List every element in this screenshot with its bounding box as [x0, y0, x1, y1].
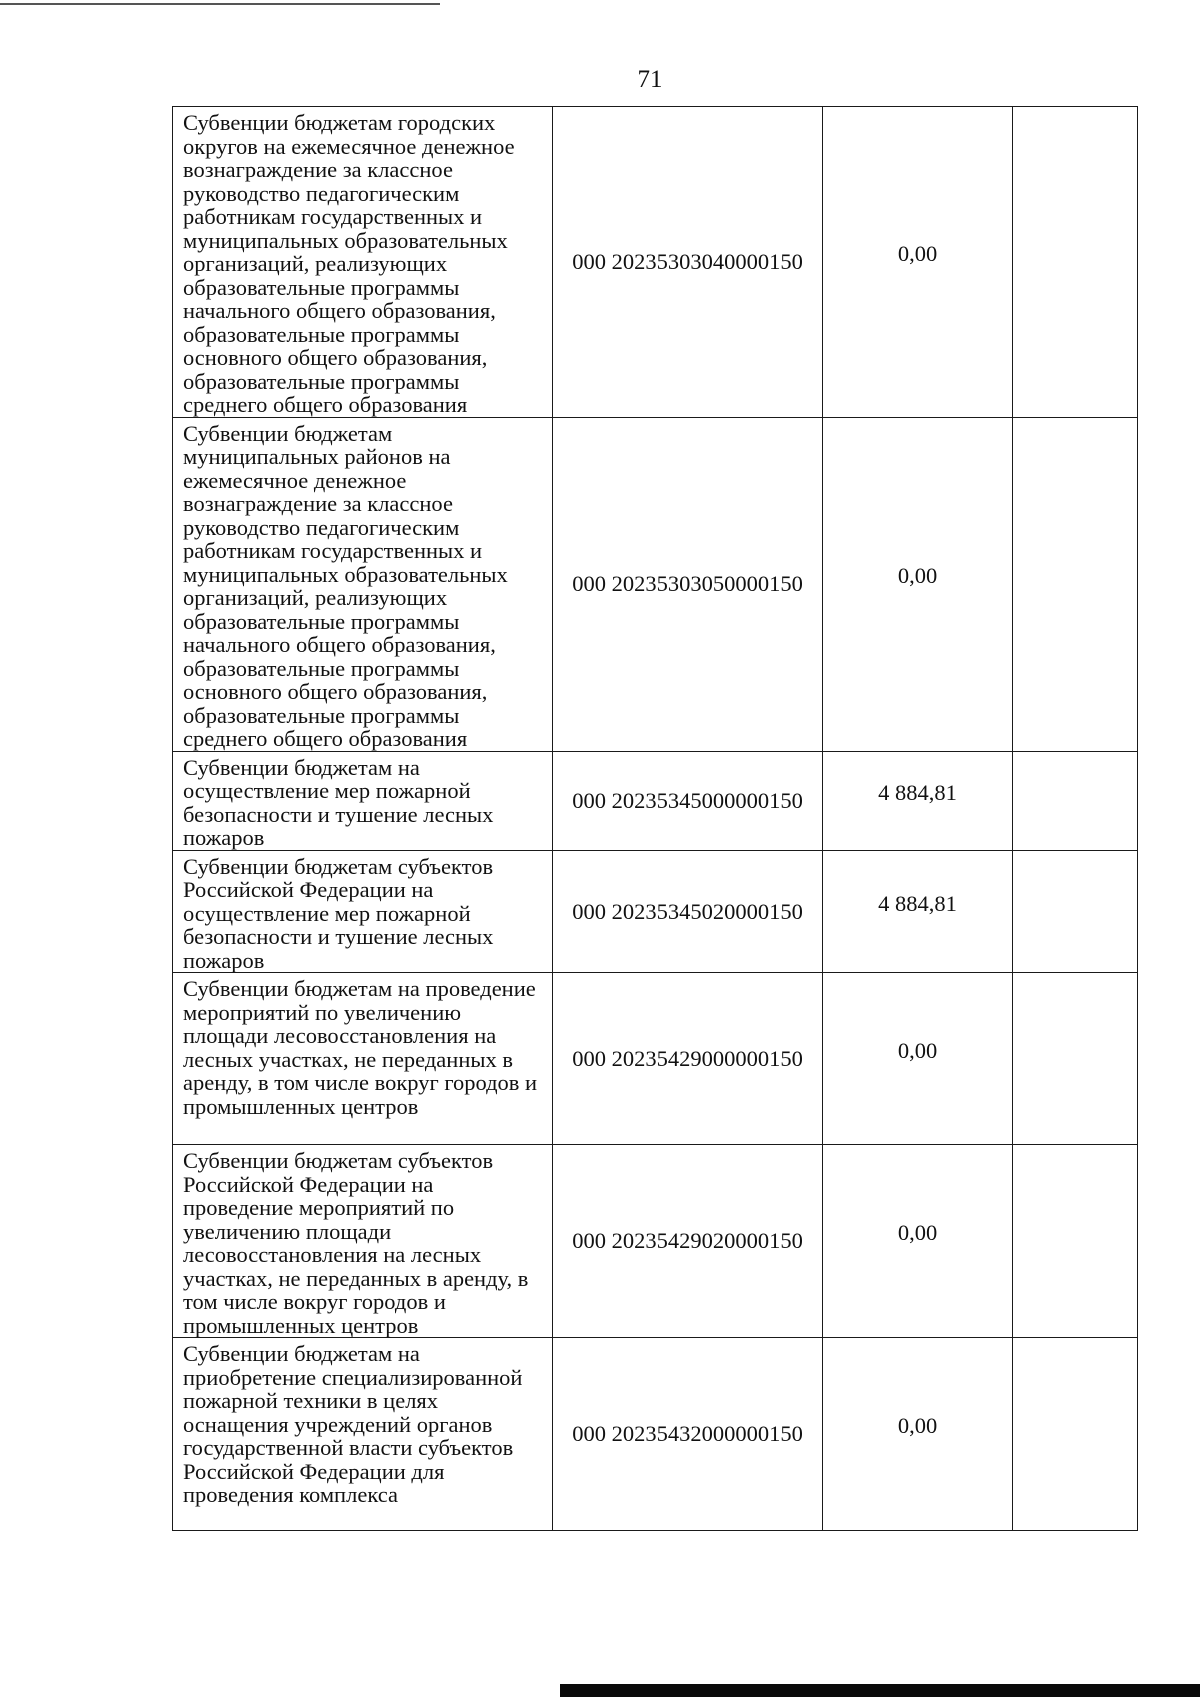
row-amount: [823, 1145, 1013, 1338]
table-row: [173, 107, 1138, 418]
row-extra: [1013, 850, 1138, 973]
row-name: Субвенции бюджетам городских округов на ежемесячное денежное вознаграждение за классное руководство педагогическим работникам государственных и муниципальных образовательных организаций, реализующих образовательные программы начального общего образования, образовательные программы основного общего образования, образовательные программы среднего общего образования: [173, 107, 553, 418]
budget-table: [172, 106, 1138, 1531]
row-extra: [1013, 417, 1138, 751]
table-row: [173, 417, 1138, 751]
row-amount: [823, 1338, 1013, 1531]
row-amount-value: 0,00: [897, 1037, 938, 1063]
row-name: Субвенции бюджетам субъектов Российской Федерации на проведение мероприятий по увеличению площади лесовосстановления на лесных участках, не переданных в аренду, в том числе вокруг городов и промышленных центров: [173, 1145, 553, 1338]
row-code: 000 20235429020000150: [553, 1145, 823, 1338]
row-code: 000 20235303050000150: [553, 417, 823, 751]
page-number: 71: [637, 66, 663, 93]
row-name: Субвенции бюджетам на осуществление мер пожарной безопасности и тушение лесных пожаров: [173, 751, 553, 850]
row-name: Субвенции бюджетам на приобретение специализированной пожарной техники в целях оснащения учреждений органов государственной власти субъектов Российской Федерации для проведения комплекса: [173, 1338, 553, 1531]
row-code: 000 20235303040000150: [553, 107, 823, 418]
row-name: Субвенции бюджетам муниципальных районов на ежемесячное денежное вознаграждение за классное руководство педагогическим работникам государственных и муниципальных образовательных организаций, реализующих образовательные программы начального общего образования, образовательные программы основного общего образования, образовательные программы среднего общего образования: [173, 417, 553, 751]
row-amount-value: 4 884,81: [878, 779, 957, 805]
table-row: [173, 1145, 1138, 1338]
row-extra: [1013, 1338, 1138, 1531]
scan-edge-line: [0, 3, 440, 5]
table-row: [173, 973, 1138, 1145]
row-amount: [823, 973, 1013, 1145]
row-code: 000 20235429000000150: [553, 973, 823, 1145]
row-amount-value: 0,00: [897, 563, 938, 589]
table-row: [173, 751, 1138, 850]
row-extra: [1013, 973, 1138, 1145]
table-row: [173, 1338, 1138, 1531]
row-amount: [823, 751, 1013, 850]
row-name: Субвенции бюджетам субъектов Российской Федерации на осуществление мер пожарной безопасности и тушение лесных пожаров: [173, 850, 553, 973]
row-code: 000 20235345020000150: [553, 850, 823, 973]
row-code: 000 20235432000000150: [553, 1338, 823, 1531]
row-code: 000 20235345000000150: [553, 751, 823, 850]
row-amount-value: 0,00: [897, 1413, 938, 1439]
row-amount-value: 4 884,81: [878, 890, 957, 916]
row-amount: [823, 417, 1013, 751]
table-row: [173, 850, 1138, 973]
scan-edge-bar: [560, 1684, 1200, 1697]
row-extra: [1013, 751, 1138, 850]
row-amount: [823, 850, 1013, 973]
row-extra: [1013, 107, 1138, 418]
row-name: Субвенции бюджетам на проведение мероприятий по увеличению площади лесовосстановления на лесных участках, не переданных в аренду, в том числе вокруг городов и промышленных центров: [173, 973, 553, 1145]
row-amount-value: 0,00: [897, 1220, 938, 1246]
row-extra: [1013, 1145, 1138, 1338]
row-amount-value: 0,00: [897, 241, 938, 266]
row-amount: [823, 107, 1013, 418]
